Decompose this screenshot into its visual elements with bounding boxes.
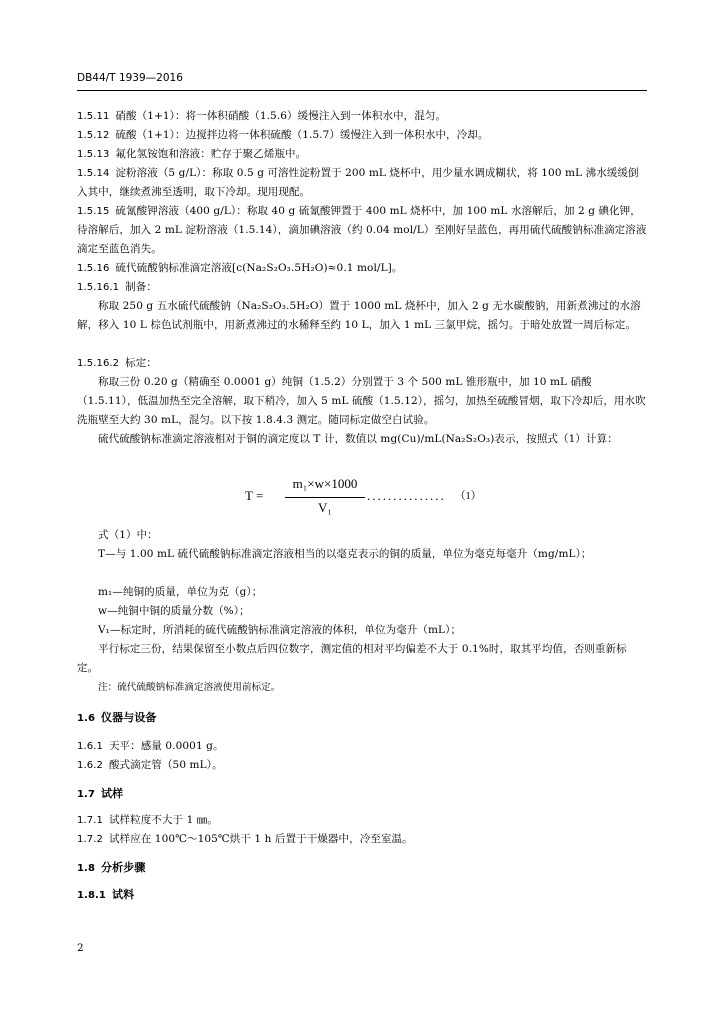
- clause-text: 硫氰酸钾溶液（400 g/L）：称取 40 g 硫氰酸钾置于 400 mL 烧杯中，加 100 mL 水溶解后，加 2 g 碘化钾，待溶解后，加入 2 mL 淀粉溶液（1.5.14），滴加碘溶液（约 0.04 mol/L）至刚好呈蓝色，再用硫代硫酸钠标准滴定溶液滴定至蓝色消失。: [77, 205, 647, 255]
- section-number: 1.8: [77, 863, 96, 874]
- definition-m1: m₁—纯铜的质量，单位为克（g）；: [98, 586, 263, 598]
- preparation-paragraph: 称取 250 g 五水硫代硫酸钠（Na₂S₂O₃.5H₂O）置于 1000 mL 烧杯中，加入 2 g 无水碳酸钠，用新煮沸过的水溶解，移入 10 L 棕色试剂瓶中，用新煮沸过的水稀释至约 10 L，加入 1 mL 三氯甲烷，摇匀。于暗处放置一周后标定。: [77, 300, 641, 331]
- page-number: 2: [77, 942, 84, 954]
- standard-code: DB44/T 1939—2016: [77, 72, 183, 84]
- clause-number: 1.5.13: [77, 149, 110, 160]
- clause-number: 1.6.1: [77, 741, 103, 752]
- clause-number: 1.7.1: [77, 815, 103, 826]
- clause-1-8-1: [77, 885, 647, 905]
- section-title: 分析步骤: [101, 861, 146, 874]
- section-number: 1.6: [77, 713, 96, 724]
- clause-text: 试样应在 100℃～105℃烘干 1 h 后置于干燥器中，冷至室温。: [108, 833, 413, 845]
- formula-number: （1）: [455, 491, 482, 502]
- standardization-paragraph: 称取三份 0.20 g（精确至 0.0001 g）纯铜（1.5.2）分别置于 3 个 500 mL 锥形瓶中，加 10 mL 硝酸（1.5.11），低温加热至完全溶解，取下稍冷，加入 5 mL 硫酸（1.5.12），摇匀，加热至硫酸冒烟，取下冷却后，用水吹洗瓶壁至大约 30 mL，混匀。以下按 1.8.4.3 测定。随同标定做空白试验。: [77, 376, 646, 426]
- clause-1-5-13: [77, 145, 647, 164]
- clause-text: 硫酸（1+1）：边搅拌边将一体积硫酸（1.5.7）缓慢注入到一体积水中，冷却。: [115, 129, 489, 141]
- clause-text: 淀粉溶液（5 g/L）：称取 0.5 g 可溶性淀粉置于 200 mL 烧杯中，用少量水调成糊状，将 100 mL 沸水缓缓倒入其中，继续煮沸至透明，取下冷却。现用现配。: [77, 167, 639, 198]
- parallel-paragraph: 平行标定三份，结果保留至小数点后四位数字，测定值的相对平均偏差不大于 0.1%时，取其平均值，否则重新标定。: [77, 643, 627, 674]
- clause-1-5-16-1: [77, 278, 647, 297]
- section-1-7: [77, 784, 647, 804]
- clause-number: 1.7.2: [77, 834, 103, 845]
- formula-lhs: T =: [245, 488, 264, 503]
- formula-where: 式（1）中：: [98, 529, 158, 541]
- titer-paragraph: 硫代硫酸钠标准滴定溶液相对于铜的滴定度以 T 计，数值以 mg(Cu)/mL(Na₂S₂O₃)表示，按照式（1）计算：: [98, 433, 618, 445]
- clause-1-6-1: [77, 737, 647, 756]
- clause-1-5-15: [77, 202, 647, 259]
- clause-text: 酸式滴定管（50 mL）。: [108, 759, 223, 771]
- clause-number: 1.5.14: [77, 168, 110, 179]
- clause-number: 1.8.1: [77, 890, 106, 901]
- clause-text: 硝酸（1+1）：将一体积硝酸（1.5.6）缓慢注入到一体积水中，混匀。: [115, 110, 447, 122]
- clause-1-7-1: [77, 811, 647, 830]
- formula-1: [245, 476, 645, 522]
- section-title: 仪器与设备: [101, 711, 157, 724]
- clause-1-5-14: [77, 164, 647, 202]
- clause-1-5-11: [77, 107, 647, 126]
- clause-text: 硫代硫酸钠标准滴定溶液[c(Na₂S₂O₃.5H₂O)≈0.1 mol/L]。: [115, 262, 403, 274]
- definition-w: w—纯铜中铜的质量分数（%）；: [98, 605, 250, 617]
- clause-1-5-12: [77, 126, 647, 145]
- clause-text: 天平：感量 0.0001 g。: [108, 740, 224, 752]
- clause-1-5-16: [77, 259, 647, 278]
- formula-leader-dots: ...............: [367, 488, 446, 503]
- clause-number: 1.5.15: [77, 206, 110, 217]
- section-1-8: [77, 858, 647, 878]
- clause-text: 试料: [111, 888, 135, 901]
- clause-number: 1.5.16: [77, 263, 110, 274]
- section-1-6: [77, 708, 647, 728]
- formula-denominator: V₁: [318, 500, 332, 515]
- clause-1-7-2: [77, 830, 647, 849]
- fraction-bar: [285, 497, 365, 498]
- clause-number: 1.5.16.1: [77, 282, 120, 293]
- clause-1-5-16-2: [77, 354, 647, 373]
- clause-text: 标定：: [125, 357, 157, 369]
- note: 注：硫代硫酸钠标准滴定溶液使用前标定。: [98, 682, 281, 693]
- clause-text: 氟化氢铵饱和溶液：贮存于聚乙烯瓶中。: [115, 148, 307, 160]
- definition-T: T—与 1.00 mL 硫代硫酸钠标准滴定溶液相当的以毫克表示的铜的质量，单位为毫克每毫升（mg/mL）；: [98, 548, 592, 560]
- clause-number: 1.6.2: [77, 760, 103, 771]
- clause-1-6-2: [77, 756, 647, 775]
- clause-number: 1.5.12: [77, 130, 110, 141]
- header-rule: [77, 90, 647, 91]
- definition-V1: V₁—标定时，所消耗的硫代硫酸钠标准滴定溶液的体积，单位为毫升（mL）；: [98, 624, 462, 636]
- clause-text: 制备：: [125, 281, 157, 293]
- clause-number: 1.5.11: [77, 111, 110, 122]
- section-title: 试样: [101, 787, 124, 800]
- clause-text: 试样粒度不大于 1 ㎜。: [108, 814, 219, 826]
- section-number: 1.7: [77, 789, 96, 800]
- formula-numerator: m₁×w×1000: [292, 476, 358, 491]
- clause-number: 1.5.16.2: [77, 358, 120, 369]
